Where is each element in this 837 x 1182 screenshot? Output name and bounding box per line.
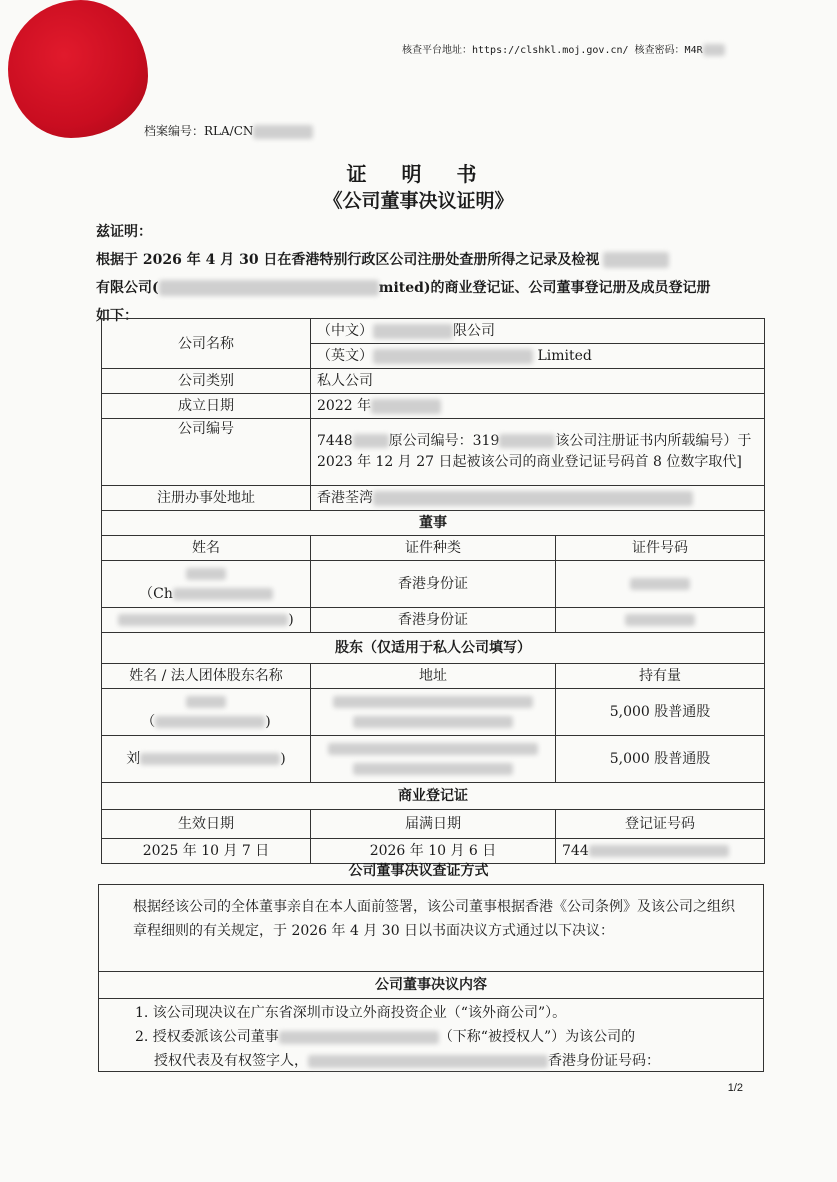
directors-header: 董事: [102, 511, 765, 536]
resolution-item-2: 2. 授权委派该公司董事 （下称“被授权人”）为该公司的: [135, 1029, 636, 1045]
intro-paragraph: 兹证明： 根据于 2026 年 4 月 30 日在香港特别行政区公司注册处查册所得之记录及检视 有限公司( mited)的商业登记证、公司董事登记册及成员登记册 如下：: [96, 224, 711, 324]
incorporation-date-label: 成立日期: [102, 394, 311, 419]
resolution-item-1: 1. 该公司现决议在广东省深圳市设立外商投资企业（“该外商公司”）。: [135, 1005, 567, 1021]
registered-address-value: 香港荃湾: [311, 486, 765, 511]
br-col-expiry: 届满日期: [311, 810, 556, 839]
br-expiry-date: 2026 年 10 月 6 日: [311, 839, 556, 864]
director-col-name: 姓名: [102, 536, 311, 561]
company-type-label: 公司类别: [102, 369, 311, 394]
content-header: 公司董事决议内容: [98, 971, 764, 999]
br-header: 商业登记证: [102, 783, 765, 810]
resolution-content: [98, 998, 764, 1072]
company-number-value: 7448 原公司编号：319 该公司注册证书内所载编号）于 2023 年 12 月 27 日起被该公司的商业登记证号码首 8 位数字取代]: [311, 419, 765, 486]
method-text: 根据经该公司的全体董事亲自在本人面前签署，该公司董事根据香港《公司条例》及该公司之组织章程细则的有关规定，于 2026 年 4 月 30 日以书面决议方式通过以下决议：: [98, 884, 764, 972]
shareholder-row-2-name: 刘 ): [102, 736, 311, 783]
company-type-value: 私人公司: [311, 369, 765, 394]
incorporation-date-value: 2022 年: [311, 394, 765, 419]
shareholder-row-2-holding: 5,000 股普通股: [556, 736, 765, 783]
br-col-number: 登记证号码: [556, 810, 765, 839]
shareholder-col-holding: 持有量: [556, 664, 765, 689]
br-col-effective: 生效日期: [102, 810, 311, 839]
company-info-table: [101, 318, 765, 864]
shareholder-row-1-address: [311, 689, 556, 736]
director-row-1-name: （Ch: [102, 561, 311, 608]
br-effective-date: 2025 年 10 月 7 日: [102, 839, 311, 864]
certificate-subtitle: 《公司董事决议证明》: [323, 190, 514, 212]
company-name-label: 公司名称: [102, 319, 311, 369]
shareholders-header: 股东（仅适用于私人公司填写）: [102, 633, 765, 664]
shareholder-row-1-holding: 5,000 股普通股: [556, 689, 765, 736]
director-row-2-name: ): [102, 608, 311, 633]
br-number: 744: [556, 839, 765, 864]
company-name-cn: （中文） 限公司: [311, 319, 765, 344]
director-row-2-idno: [556, 608, 765, 633]
shareholder-col-address: 地址: [311, 664, 556, 689]
certificate-title: 证 明 书: [346, 162, 491, 186]
director-row-1-idno: [556, 561, 765, 608]
company-number-label: 公司编号: [102, 419, 311, 486]
method-header: 公司董事决议查证方式: [348, 863, 489, 879]
company-name-en: （英文） Limited: [311, 344, 765, 369]
director-row-1-idtype: 香港身份证: [311, 561, 556, 608]
resolution-item-2-cont: 授权代表及有权签字人， 香港身份证号码：: [154, 1053, 660, 1069]
red-seal: [8, 0, 148, 138]
verify-platform-text: 核查平台地址：https://clshkl.moj.gov.cn/ 核查密码：M4R: [402, 41, 725, 56]
director-col-idtype: 证件种类: [311, 536, 556, 561]
director-row-2-idtype: 香港身份证: [311, 608, 556, 633]
shareholder-row-2-address: [311, 736, 556, 783]
page-number: 1/2: [727, 1082, 743, 1094]
registered-address-label: 注册办事处地址: [102, 486, 311, 511]
shareholder-col-name: 姓名 / 法人团体股东名称: [102, 664, 311, 689]
file-number: 档案编号：RLA/CN: [144, 122, 313, 139]
director-col-idno: 证件号码: [556, 536, 765, 561]
shareholder-row-1-name: （ ): [102, 689, 311, 736]
